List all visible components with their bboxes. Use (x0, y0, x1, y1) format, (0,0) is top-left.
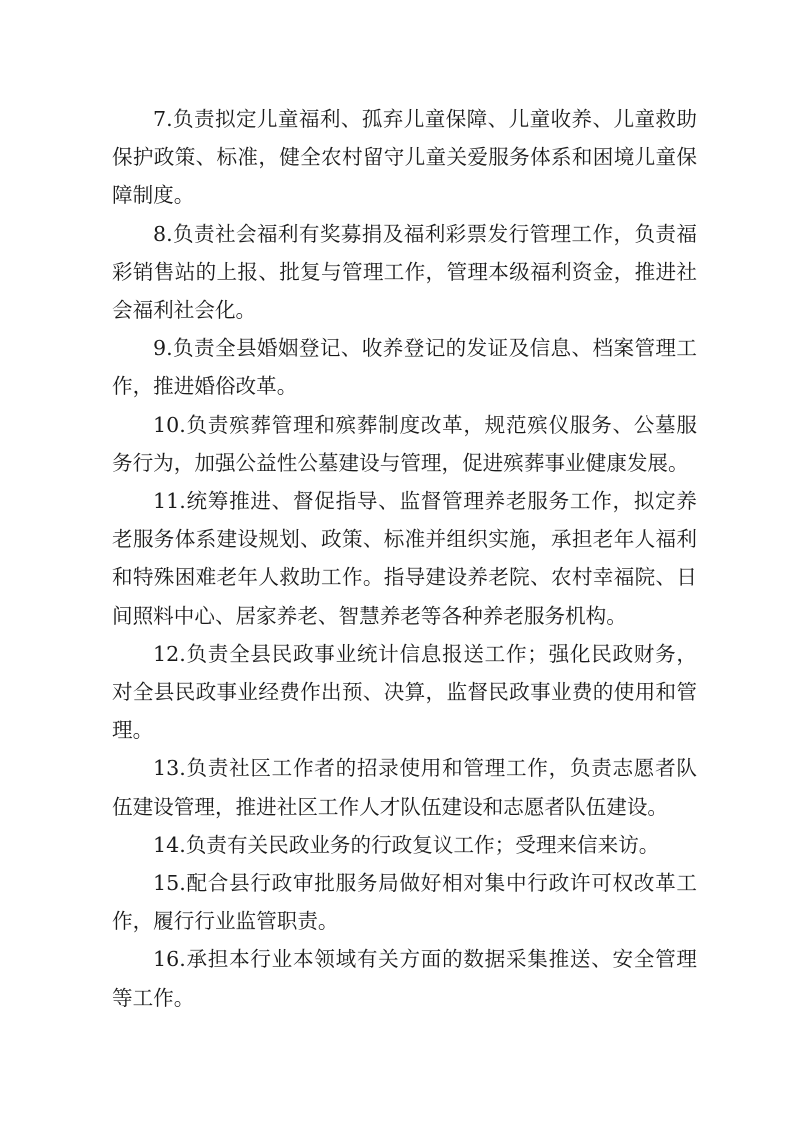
paragraph-item-9: 9.负责全县婚姻登记、收养登记的发证及信息、档案管理工作，推进婚俗改革。 (112, 336, 697, 399)
paragraph-item-15: 15.配合县行政审批服务局做好相对集中行政许可权改革工作，履行行业监管职责。 (112, 871, 697, 934)
paragraph-item-10: 10.负责殡葬管理和殡葬制度改革，规范殡仪服务、公墓服务行为，加强公益性公墓建设与管理，促进殡葬事业健康发展。 (112, 412, 697, 475)
paragraph-item-16: 16.承担本行业本领域有关方面的数据采集推送、安全管理等工作。 (112, 947, 697, 1010)
paragraph-item-13: 13.负责社区工作者的招录使用和管理工作，负责志愿者队伍建设管理，推进社区工作人才队伍建设和志愿者队伍建设。 (112, 756, 697, 819)
document-body (112, 100, 697, 1017)
paragraph-item-11: 11.统筹推进、督促指导、监督管理养老服务工作，拟定养老服务体系建设规划、政策、标准并组织实施，承担老年人福利和特殊困难老年人救助工作。指导建设养老院、农村幸福院、日间照料中心、居家养老、智慧养老等各种养老服务机构。 (112, 489, 697, 628)
paragraph-item-14: 14.负责有关民政业务的行政复议工作；受理来信来访。 (153, 832, 660, 857)
paragraph-item-8: 8.负责社会福利有奖募捐及福利彩票发行管理工作，负责福彩销售站的上报、批复与管理工作，管理本级福利资金，推进社会福利社会化。 (112, 221, 697, 323)
paragraph-item-12: 12.负责全县民政事业统计信息报送工作；强化民政财务，对全县民政事业经费作出预、决算，监督民政事业费的使用和管理。 (112, 641, 697, 743)
paragraph-item-7: 7.负责拟定儿童福利、孤弃儿童保障、儿童收养、儿童救助保护政策、标准，健全农村留守儿童关爱服务体系和困境儿童保障制度。 (112, 107, 697, 208)
